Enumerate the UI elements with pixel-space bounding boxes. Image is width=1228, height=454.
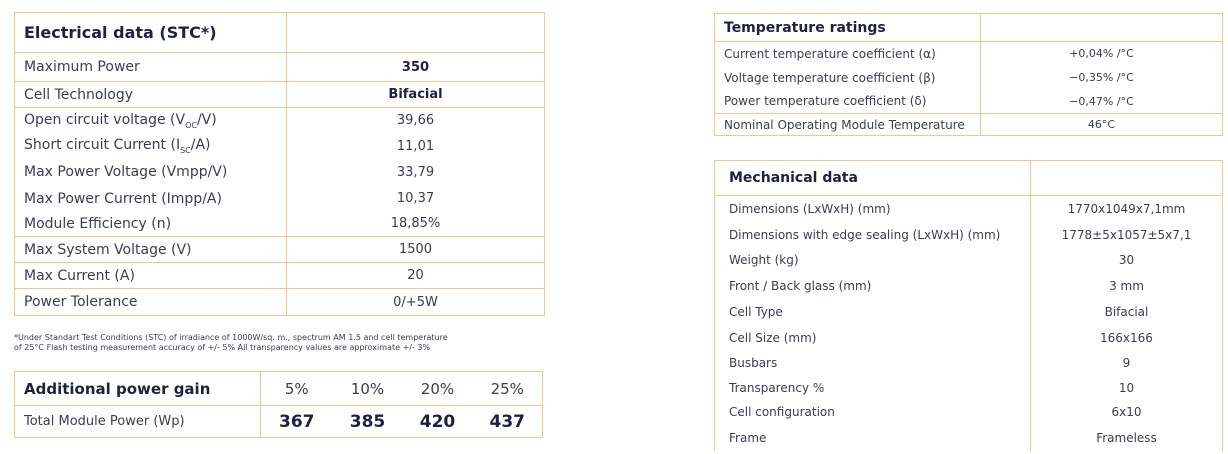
- electrical-data-title: Electrical data (STC*): [15, 13, 287, 53]
- row-value: Bifacial: [1031, 299, 1223, 325]
- row-label: Cell Technology: [15, 82, 287, 108]
- power-gain-table: [14, 371, 543, 438]
- row-label: Cell Type: [715, 299, 1031, 325]
- total-module-power-label: Total Module Power (Wp): [15, 406, 261, 438]
- row-label: Voltage temperature coefficient (β): [715, 66, 981, 90]
- row-label: Frame: [715, 425, 1031, 451]
- row-value: Frameless: [1031, 425, 1223, 451]
- row-label: Dimensions with edge sealing (LxWxH) (mm): [715, 222, 1031, 248]
- row-label: Front / Back glass (mm): [715, 273, 1031, 299]
- stc-footnote: *Under Standart Test Conditions (STC) of irradiance of 1000W/sq. m., spectrum AM 1.5 and cell temperature of 25°C Flash testing measurement accuracy of +/- 5% All transparency values are approximate +/- 3%: [14, 333, 448, 352]
- electrical-data-table: [14, 12, 545, 316]
- row-value: 350: [287, 53, 545, 82]
- row-value: 18,85%: [287, 212, 545, 237]
- row-label: Power temperature coefficient (δ): [715, 90, 981, 114]
- row-value: −0,47% /°C: [981, 90, 1223, 114]
- row-value: 33,79: [287, 159, 545, 186]
- row-value: 9: [1031, 351, 1223, 376]
- gain-value: 385: [333, 406, 403, 438]
- gain-header: 10%: [333, 372, 403, 406]
- row-value: 46°C: [981, 114, 1223, 136]
- row-label: Nominal Operating Module Temperature: [715, 114, 981, 136]
- row-value: 3 mm: [1031, 273, 1223, 299]
- row-label: Transparency %: [715, 376, 1031, 400]
- gain-value: 367: [261, 406, 333, 438]
- row-label: Max Current (A): [15, 263, 287, 289]
- row-label: Module Efficiency (n): [15, 212, 287, 237]
- row-label: Open circuit voltage $(V_{OC}/V)$: [15, 108, 287, 134]
- row-value: Bifacial: [287, 82, 545, 108]
- gain-value: 420: [403, 406, 473, 438]
- row-value: 1778±5x1057±5x7,1: [1031, 222, 1223, 248]
- row-label: Max Power Current (Impp/A): [15, 186, 287, 212]
- temperature-ratings-table: [714, 13, 1223, 136]
- row-value: 6x10: [1031, 400, 1223, 425]
- row-value: 20: [287, 263, 545, 289]
- row-value: −0,35% /°C: [981, 66, 1223, 90]
- row-label: Power Tolerance: [15, 289, 287, 316]
- row-value: +0,04% /°C: [981, 42, 1223, 66]
- row-label: Weight (kg): [715, 248, 1031, 273]
- row-value: 30: [1031, 248, 1223, 273]
- gain-value: 437: [473, 406, 543, 438]
- gain-header: 25%: [473, 372, 543, 406]
- row-label: Maximum Power: [15, 53, 287, 82]
- gain-header: 5%: [261, 372, 333, 406]
- mechanical-data-title: Mechanical data: [715, 161, 1031, 196]
- power-gain-title: Additional power gain: [15, 372, 261, 406]
- row-label: Current temperature coefficient (α): [715, 42, 981, 66]
- row-label: Busbars: [715, 351, 1031, 376]
- row-label: Dimensions (LxWxH) (mm): [715, 196, 1031, 222]
- row-value: 166x166: [1031, 325, 1223, 351]
- row-value: 11,01: [287, 134, 545, 159]
- temperature-ratings-title: Temperature ratings: [715, 14, 981, 42]
- row-label: Max Power Voltage (Vmpp/V): [15, 159, 287, 186]
- row-value: 10,37: [287, 186, 545, 212]
- row-label: Short circuit Current $(I_{SC}/A)$: [15, 134, 287, 159]
- row-value: 1500: [287, 237, 545, 263]
- gain-header: 20%: [403, 372, 473, 406]
- mechanical-data-table: [714, 160, 1223, 451]
- row-value: 0/+5W: [287, 289, 545, 316]
- row-label: Max System Voltage (V): [15, 237, 287, 263]
- row-value: 10: [1031, 376, 1223, 400]
- row-label: Cell configuration: [715, 400, 1031, 425]
- row-label: Cell Size (mm): [715, 325, 1031, 351]
- row-value: 1770x1049x7,1mm: [1031, 196, 1223, 222]
- row-value: 39,66: [287, 108, 545, 134]
